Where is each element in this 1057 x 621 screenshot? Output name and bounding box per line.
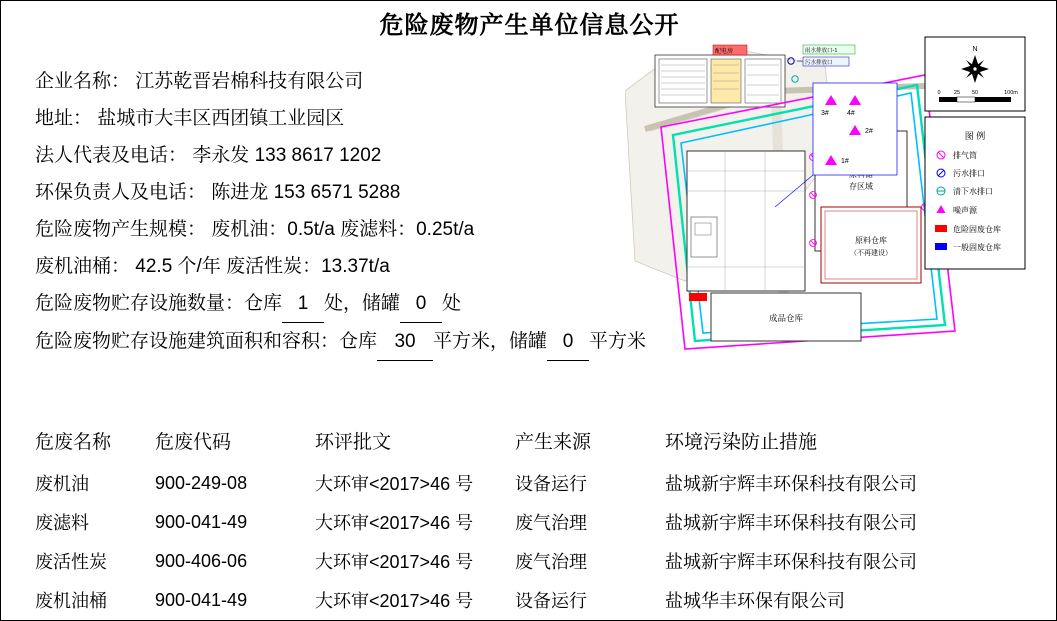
address-value: 盐城市大丰区西团镇工业园区	[97, 108, 345, 129]
noise-marker-2: 2#	[865, 128, 873, 135]
map-note-sewage: 污水排放口	[805, 60, 833, 66]
legend-label: 清下水排口	[953, 187, 993, 196]
table-header-code: 危废代码	[155, 432, 232, 453]
general-waste-warehouse-icon	[935, 243, 947, 250]
scale-tick-50: 50	[971, 90, 979, 96]
map-label-top-small-1: 配电房	[715, 49, 734, 55]
noise-marker-3: 3#	[821, 110, 829, 117]
table-row	[35, 581, 1025, 620]
cell-waste-code: 900-041-49	[155, 511, 248, 532]
cell-waste-name: 废机油桶	[35, 591, 107, 611]
cell-waste-source: 设备运行	[515, 474, 587, 494]
building-raw-warehouse	[821, 207, 921, 283]
env-manager-value: 陈进龙 153 6571 5288	[211, 182, 401, 203]
legend-label: 排气筒	[953, 151, 977, 160]
storage-area-suffix: 平方米	[589, 331, 647, 352]
cell-waste-code: 900-041-49	[155, 589, 248, 610]
cell-waste-doc: 大环审<2017>46 号	[315, 591, 474, 611]
cell-waste-code: 900-249-08	[155, 472, 248, 493]
cell-waste-measures: 盐城新宇辉丰环保科技有限公司	[665, 513, 917, 533]
cell-waste-source: 废气治理	[515, 552, 587, 572]
map-label-product-warehouse: 成品仓库	[768, 313, 804, 323]
storage-area-tank-value: 0	[547, 323, 589, 361]
cell-waste-doc: 大环审<2017>46 号	[315, 474, 474, 494]
hazardous-waste-table	[35, 421, 1025, 620]
map-label-raw-warehouse-1: 原料仓库	[855, 236, 887, 245]
storage-count-mid: 处，储罐	[324, 293, 401, 314]
table-header-row	[35, 421, 1025, 464]
company-value: 江苏乾晋岩棉科技有限公司	[135, 71, 364, 92]
storage-area-warehouse-value: 30	[377, 323, 433, 361]
scale-label: 危险废物产生规模：	[35, 219, 207, 240]
scale-value-2: 42.5 个/年 废活性炭：13.37t/a	[135, 256, 390, 277]
info-line-legal-rep	[35, 137, 635, 174]
scale-tick-100: 100m	[1004, 90, 1018, 96]
info-line-address	[35, 100, 635, 137]
building-raw-storage-zone	[687, 151, 805, 291]
cell-waste-source: 废气治理	[515, 513, 587, 533]
scale-label-2: 废机油桶：	[35, 256, 131, 277]
table-row	[35, 503, 1025, 542]
map-label-raw-storage-2: 存区域	[849, 182, 873, 191]
cell-waste-code: 900-406-06	[155, 550, 248, 571]
info-line-storage-count	[35, 285, 635, 323]
legal-rep-label: 法人代表及电话：	[35, 145, 188, 166]
site-plan-drawing	[625, 31, 1029, 361]
company-label: 企业名称：	[35, 71, 131, 92]
info-line-scale-2	[35, 248, 635, 285]
hazardous-waste-warehouse-icon	[935, 225, 947, 232]
table-header-measures: 环境污染防止措施	[665, 432, 818, 453]
legend-label: 污水排口	[953, 169, 985, 178]
noise-marker-1: 1#	[841, 158, 849, 165]
map-label-raw-warehouse-2: （不再建设）	[850, 250, 892, 257]
building-product-warehouse	[711, 293, 861, 341]
table-header-name: 危废名称	[35, 432, 112, 453]
storage-area-prefix: 危险废物贮存设施建筑面积和容积：仓库	[35, 331, 378, 352]
table-row	[35, 542, 1025, 581]
cell-waste-measures: 盐城新宇辉丰环保科技有限公司	[665, 552, 917, 572]
scale-tick-0: 0	[937, 90, 941, 96]
table-header-doc: 环评批文	[315, 432, 392, 453]
info-line-company	[35, 63, 635, 100]
scale-tick-25: 25	[953, 90, 961, 96]
storage-count-prefix: 危险废物贮存设施数量：仓库	[35, 293, 283, 314]
storage-count-suffix: 处	[442, 293, 462, 314]
legend-label: 噪声源	[953, 206, 977, 215]
legend-label: 一般固废仓库	[953, 243, 1001, 252]
legend-title: 图 例	[964, 131, 986, 141]
compass-scalebar-panel	[925, 37, 1025, 111]
cell-waste-name: 废机油	[35, 474, 89, 494]
scale-value: 废机油：0.5t/a 废滤料：0.25t/a	[211, 219, 475, 240]
env-manager-label: 环保负责人及电话：	[35, 182, 207, 203]
storage-count-tank-value: 0	[400, 285, 442, 323]
north-building-cluster	[655, 45, 785, 107]
storage-count-warehouse-value: 1	[282, 285, 324, 323]
map-note-rain-1: 雨水排放口-1	[805, 48, 838, 54]
noise-marker-4: 4#	[847, 110, 855, 117]
legend-label: 危险固废仓库	[953, 225, 1001, 234]
page-title: 危险废物产生单位信息公开	[379, 12, 680, 39]
cell-waste-measures: 盐城华丰环保有限公司	[665, 591, 845, 611]
cell-waste-name: 废滤料	[35, 513, 89, 533]
cell-waste-doc: 大环审<2017>46 号	[315, 552, 474, 572]
table-header-source: 产生来源	[515, 432, 592, 453]
cell-waste-name: 废活性炭	[35, 552, 107, 572]
table-row	[35, 464, 1025, 503]
info-line-scale	[35, 211, 635, 248]
compass-north-label: N	[972, 46, 978, 53]
info-line-env-manager	[35, 174, 635, 211]
map-legend	[925, 117, 1025, 269]
info-line-storage-area	[35, 323, 647, 361]
cell-waste-measures: 盐城新宇辉丰环保科技有限公司	[665, 474, 917, 494]
cell-waste-doc: 大环审<2017>46 号	[315, 513, 474, 533]
company-info-block	[35, 63, 647, 361]
storage-area-mid: 平方米，储罐	[433, 331, 548, 352]
legal-rep-value: 李永发 133 8617 1202	[192, 145, 382, 166]
address-label: 地址：	[35, 108, 93, 129]
cell-waste-source: 设备运行	[515, 591, 587, 611]
